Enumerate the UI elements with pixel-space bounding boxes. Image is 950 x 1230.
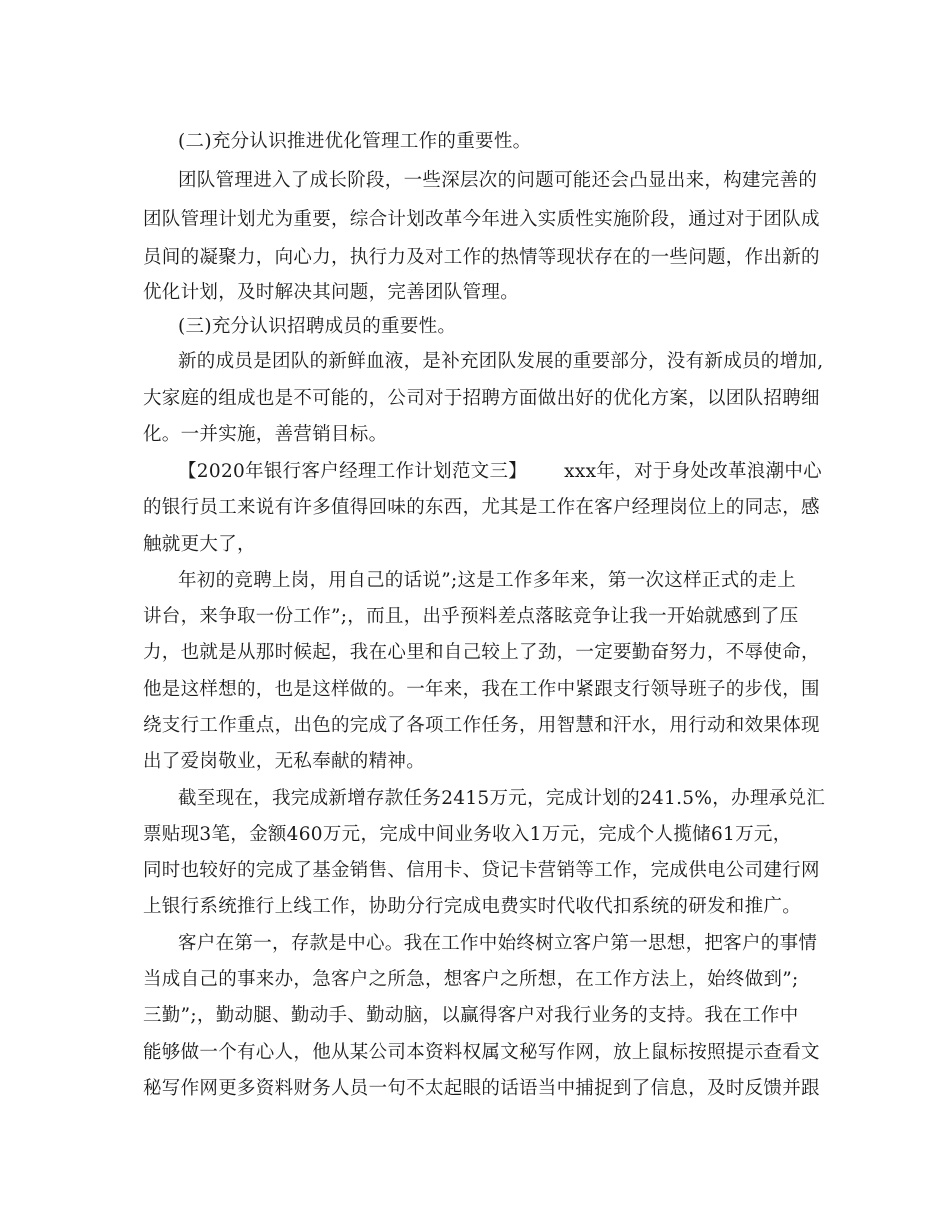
paragraph-line: 能够做一个有心人，他从某公司本资料权属文秘写作网，放上鼠标按照提示查看文 [143, 1042, 820, 1063]
paragraph-line: 大家庭的组成也是不可能的，公司对于招聘方面做出好的优化方案，以团队招聘细 [143, 388, 820, 409]
paragraph-line: 团队管理计划尤为重要，综合计划改革今年进入实质性实施阶段，通过对于团队成 [143, 209, 820, 230]
paragraph-line: 三勤”;，勤动腿、勤动手、勤动脑，以赢得客户对我行业务的支持。我在工作中 [143, 1005, 799, 1026]
paragraph-line: 【2020年银行客户经理工作计划范文三】 xxx年，对于身处改革浪潮中心 [178, 461, 822, 482]
paragraph-line: 客户在第一，存款是中心。我在工作中始终树立客户第一思想，把客户的事情 [178, 933, 818, 954]
paragraph-line: 绕支行工作重点，出色的完成了各项工作任务，用智慧和汗水，用行动和效果体现 [143, 715, 820, 736]
paragraph-line: (三)充分认识招聘成员的重要性。 [178, 316, 457, 337]
paragraph-line: 员间的凝聚力，向心力，执行力及对工作的热情等现状存在的一些问题，作出新的 [143, 247, 820, 268]
paragraph-line: 触就更大了， [143, 534, 256, 555]
paragraph-line: 上银行系统推行上线工作，协助分行完成电费实时代收代扣系统的研发和推广。 [143, 896, 802, 917]
paragraph-line: 出了爱岗敬业，无私奉献的精神。 [143, 751, 426, 772]
paragraph-line: 化。一并实施，善营销目标。 [143, 424, 388, 445]
paragraph-line: 截至现在，我完成新增存款任务2415万元，完成计划的241.5%，办理承兑汇 [178, 788, 826, 809]
paragraph-line: 新的成员是团队的新鲜血液，是补充团队发展的重要部分，没有新成员的增加, [178, 351, 824, 372]
paragraph-line: 优化计划，及时解决其问题，完善团队管理。 [143, 282, 520, 303]
paragraph-line: 团队管理进入了成长阶段，一些深层次的问题可能还会凸显出来，构建完善的 [178, 170, 818, 191]
paragraph-line: 年初的竞聘上岗，用自己的话说”;这是工作多年来，第一次这样正式的走上 [178, 570, 796, 591]
paragraph-line: 的银行员工来说有许多值得回味的东西，尤其是工作在客户经理岗位上的同志，感 [143, 497, 820, 518]
paragraph-line: 力，也就是从那时候起，我在心里和自己较上了劲，一定要勤奋努力，不辱使命， [143, 642, 820, 663]
paragraph-line: (二)充分认识推进优化管理工作的重要性。 [178, 131, 532, 152]
paragraph-line: 讲台，来争取一份工作”;，而且，出乎预料差点落眩竞争让我一开始就感到了压 [143, 606, 799, 627]
paragraph-line: 当成自己的事来办，急客户之所急，想客户之所想，在工作方法上，始终做到”; [143, 969, 799, 990]
paragraph-line: 他是这样想的，也是这样做的。一年来，我在工作中紧跟支行领导班子的步伐，围 [143, 679, 820, 700]
paragraph-line: 同时也较好的完成了基金销售、信用卡、贷记卡营销等工作，完成供电公司建行网 [143, 860, 820, 881]
paragraph-line: 票贴现3笔，金额460万元，完成中间业务收入1万元，完成个人揽储61万元， [143, 824, 792, 845]
paragraph-line: 秘写作网更多资料财务人员一句不太起眼的话语当中捕捉到了信息，及时反馈并跟 [143, 1078, 820, 1099]
